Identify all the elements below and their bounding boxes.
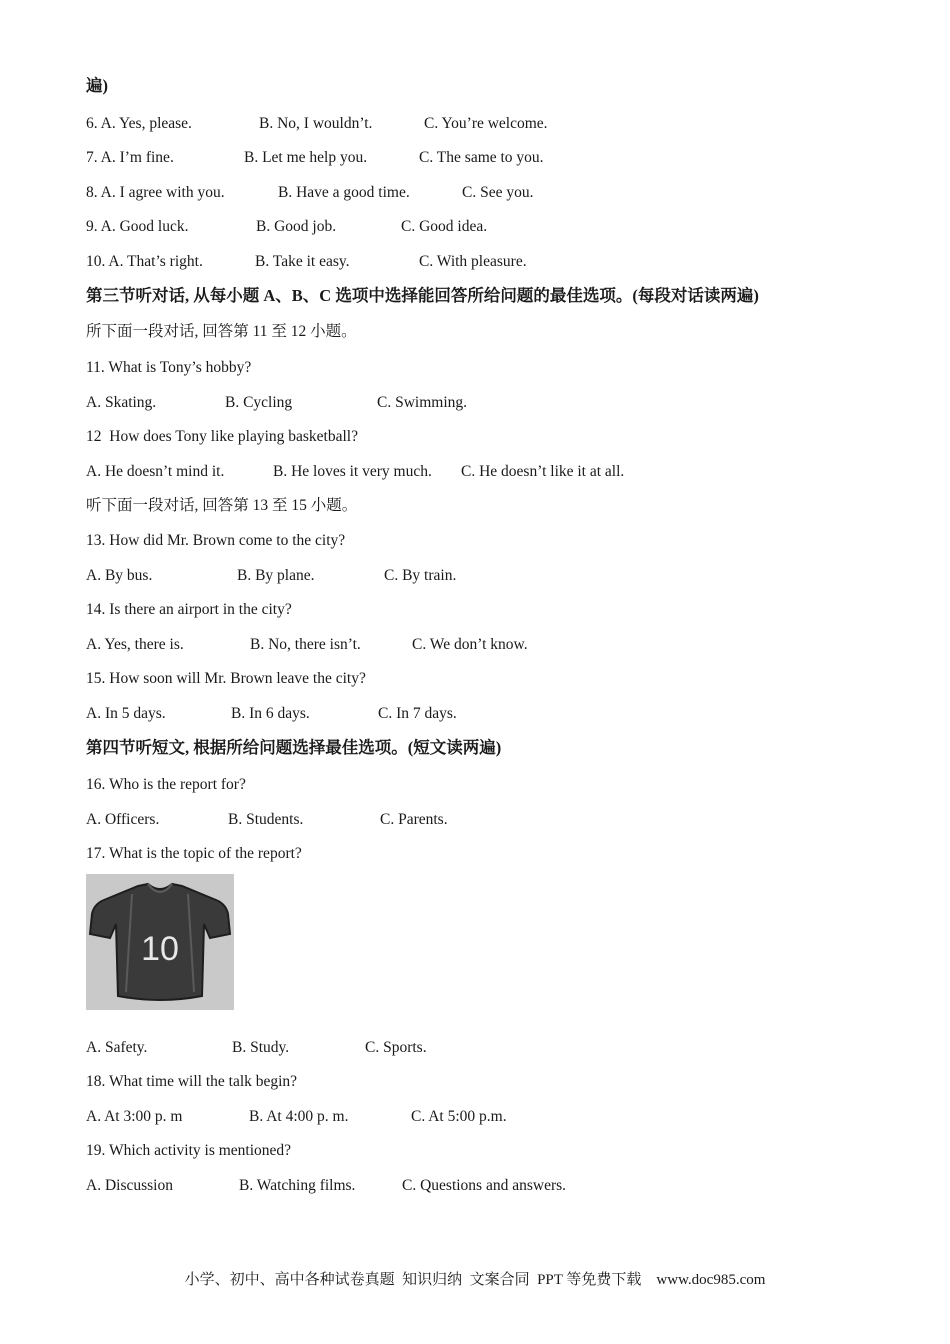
q17-option-c: C. Sports. — [365, 1039, 427, 1056]
q13-option-b: B. By plane. — [237, 567, 315, 584]
q11-option-c: C. Swimming. — [377, 394, 468, 411]
q19-option-b: B. Watching films. — [239, 1177, 356, 1194]
q10-option-a: 10. A. That’s right. — [86, 253, 203, 270]
q11-option-a: A. Skating. — [86, 394, 157, 411]
section4-heading: 第四节听短文, 根据所给问题选择最佳选项。(短文读两遍) — [86, 738, 502, 757]
q14-option-a: A. Yes, there is. — [86, 636, 184, 653]
q17-option-b: B. Study. — [232, 1039, 290, 1056]
q18-option-b: B. At 4:00 p. m. — [249, 1108, 349, 1125]
jersey-icon — [86, 874, 234, 1010]
q18-option-c: C. At 5:00 p.m. — [411, 1108, 507, 1125]
q7-option-a: 7. A. I’m fine. — [86, 149, 174, 166]
q9-option-b: B. Good job. — [256, 218, 337, 235]
q12-stem: 12 How does Tony like playing basketball? — [86, 428, 358, 445]
q14-stem: 14. Is there an airport in the city? — [86, 601, 292, 618]
q11-option-b: B. Cycling — [225, 394, 293, 411]
q9-option-a: 9. A. Good luck. — [86, 218, 189, 235]
q19-option-c: C. Questions and answers. — [402, 1177, 567, 1194]
q18-option-a: A. At 3:00 p. m — [86, 1108, 183, 1125]
q14-option-c: C. We don’t know. — [412, 636, 528, 653]
q18-stem: 18. What time will the talk begin? — [86, 1073, 298, 1090]
q16-stem: 16. Who is the report for? — [86, 776, 246, 793]
q11-stem: 11. What is Tony’s hobby? — [86, 359, 252, 376]
q7-option-c: C. The same to you. — [419, 149, 544, 166]
q15-option-c: C. In 7 days. — [378, 705, 457, 722]
dialog1-intro: 所下面一段对话, 回答第 11 至 12 小题。 — [86, 323, 357, 340]
q19-stem: 19. Which activity is mentioned? — [86, 1142, 292, 1159]
q8-option-c: C. See you. — [462, 184, 534, 201]
q15-stem: 15. How soon will Mr. Brown leave the city? — [86, 670, 366, 687]
q12-option-b: B. He loves it very much. — [273, 463, 432, 480]
q17-option-a: A. Safety. — [86, 1039, 148, 1056]
q10-option-b: B. Take it easy. — [255, 253, 350, 270]
q13-option-c: C. By train. — [384, 567, 457, 584]
q12-option-c: C. He doesn’t like it at all. — [461, 463, 625, 480]
q15-option-b: B. In 6 days. — [231, 705, 310, 722]
section2-heading-tail: 遍) — [86, 76, 108, 95]
q16-option-b: B. Students. — [228, 811, 304, 828]
q12-option-a: A. He doesn’t mind it. — [86, 463, 225, 480]
q16-option-c: C. Parents. — [380, 811, 448, 828]
page-footer: 小学、初中、高中各种试卷真题 知识归纳 文案合同 PPT 等免费下载 www.doc985.com — [184, 1272, 766, 1288]
q6-option-a: 6. A. Yes, please. — [86, 115, 192, 132]
q10-option-c: C. With pleasure. — [419, 253, 527, 270]
q6-option-c: C. You’re welcome. — [424, 115, 548, 132]
section3-heading: 第三节听对话, 从每小题 A、B、C 选项中选择能回答所给问题的最佳选项。(每段对话读两遍) — [86, 286, 759, 305]
q16-option-a: A. Officers. — [86, 811, 160, 828]
q13-option-a: A. By bus. — [86, 567, 153, 584]
q6-option-b: B. No, I wouldn’t. — [259, 115, 373, 132]
q19-option-a: A. Discussion — [86, 1177, 173, 1194]
q17-stem: 17. What is the topic of the report? — [86, 845, 302, 862]
q15-option-a: A. In 5 days. — [86, 705, 166, 722]
q7-option-b: B. Let me help you. — [244, 149, 368, 166]
q8-option-a: 8. A. I agree with you. — [86, 184, 225, 201]
jersey-image — [86, 874, 234, 1010]
jersey-number: 10 — [141, 930, 179, 968]
q14-option-b: B. No, there isn’t. — [250, 636, 361, 653]
q8-option-b: B. Have a good time. — [278, 184, 410, 201]
dialog2-intro: 听下面一段对话, 回答第 13 至 15 小题。 — [86, 497, 358, 514]
q9-option-c: C. Good idea. — [401, 218, 488, 235]
q13-stem: 13. How did Mr. Brown come to the city? — [86, 532, 346, 549]
